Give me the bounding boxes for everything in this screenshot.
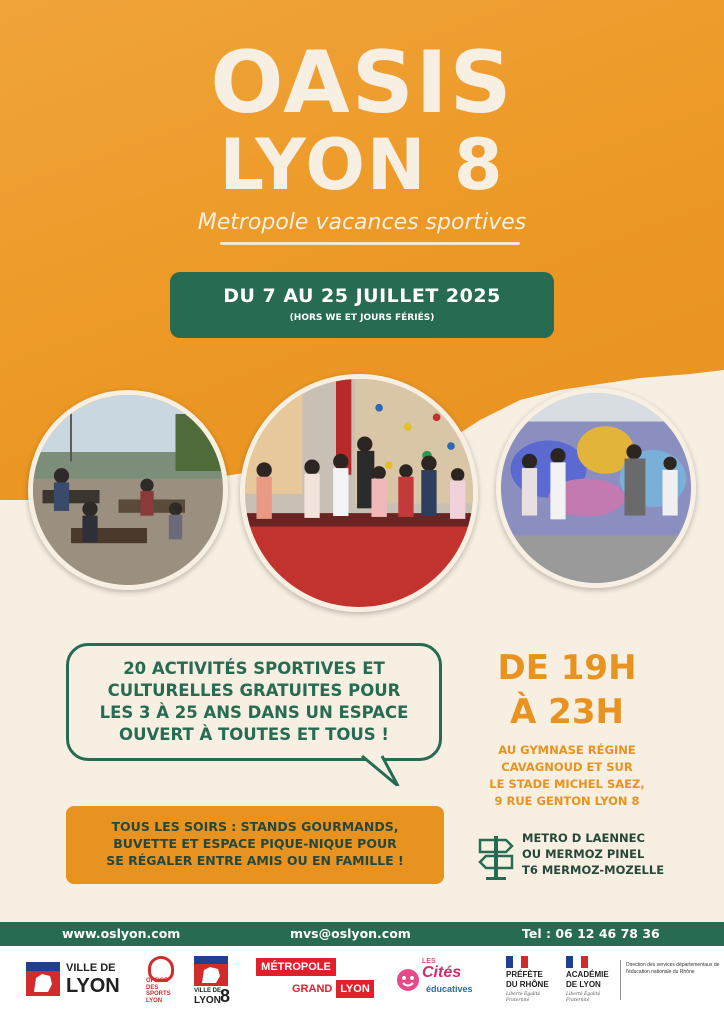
subtitle-underline (220, 242, 520, 245)
lyon-8-logo (194, 956, 238, 1010)
time-from: DE 19H (497, 648, 637, 688)
location-line: 9 RUE GENTON LYON 8 (494, 794, 640, 808)
cites-label: Cités (422, 964, 462, 981)
evenings-box (66, 806, 444, 884)
educatives-label: éducatives (426, 984, 473, 994)
lyon-small-label: LYON (194, 995, 221, 1006)
location-line: CAVAGNOUD ET SUR (501, 760, 633, 774)
activities-line: LES 3 À 25 ANS DANS UN ESPACE (99, 703, 409, 722)
outdoor-tables-photo (28, 390, 228, 590)
ville-de-small-label: VILLE DE (194, 988, 222, 994)
metropole-grand-lyon-logo (256, 958, 376, 1000)
partner-logos (0, 946, 724, 1024)
title-oasis: OASIS (210, 33, 514, 133)
transport-line: METRO D LAENNEC (522, 831, 645, 845)
french-flag-icon (566, 956, 588, 968)
activities-bubble (66, 643, 442, 761)
date-banner (170, 272, 554, 338)
office-label: OFFICE (146, 978, 168, 984)
sports-label: SPORTS (146, 991, 171, 997)
du-rhone-label: DU RHÔNE (506, 980, 549, 989)
academie-de-lyon-logo (566, 956, 620, 1012)
prefete-label: PRÉFÈTE (506, 970, 543, 979)
les-label: LES (422, 958, 436, 965)
website-link[interactable]: www.oslyon.com (62, 926, 181, 941)
title-lyon-8: LYON 8 (219, 124, 505, 206)
email-link[interactable]: mvs@oslyon.com (290, 926, 411, 941)
metropole-label: MÉTROPOLE (256, 958, 336, 976)
transport-line: T6 MERMOZ-MOZELLE (522, 863, 665, 877)
activities-line: 20 ACTIVITÉS SPORTIVES ET (123, 659, 385, 678)
location-text (470, 742, 664, 810)
motto-text: Liberté Égalité Fraternité (506, 992, 541, 1003)
des-label: DES (146, 984, 159, 991)
lyon-label: LYON (66, 975, 120, 997)
climbing-wall-gym-photo (240, 374, 478, 612)
french-flag-icon (506, 956, 528, 968)
subtitle: Metropole vacances sportives (197, 210, 527, 235)
lyon-small-label: LYON (146, 997, 163, 1004)
transport-line: OU MERMOZ PINEL (522, 847, 645, 861)
office-des-sports-logo (146, 956, 186, 1006)
logo-divider (620, 960, 621, 1000)
signpost-icon (476, 834, 516, 880)
grand-label: GRAND (292, 983, 333, 995)
evenings-line: SE RÉGALER ENTRE AMIS OU EN FAMILLE ! (106, 853, 404, 868)
lyon-label: LYON (336, 980, 374, 998)
academie-label: ACADÉMIE (566, 970, 609, 979)
bubble-tail (360, 754, 400, 786)
prefete-du-rhone-logo (506, 956, 560, 1012)
date-range: DU 7 AU 25 JUILLET 2025 (223, 285, 501, 307)
date-note: (HORS WE ET JOURS FÉRIÉS) (289, 313, 435, 323)
ville-de-lyon-logo (26, 962, 130, 998)
face-emblem-icon (396, 968, 420, 992)
arrondissement-number: 8 (220, 986, 231, 1006)
lion-emblem-icon (26, 962, 60, 996)
phone-number: Tel : 06 12 46 78 36 (522, 926, 660, 941)
evenings-line: BUVETTE ET ESPACE PIQUE-NIQUE POUR (113, 836, 397, 851)
ville-de-label: VILLE DE (66, 962, 116, 974)
de-lyon-label: DE LYON (566, 980, 601, 989)
motto-text: Liberté Égalité Fraternité (566, 992, 601, 1003)
lion-emblem-icon (194, 956, 228, 986)
location-line: AU GYMNASE RÉGINE (498, 743, 636, 757)
direction-services-text: Direction des services départementaux de l'éducation nationale du Rhône (626, 962, 720, 975)
graffiti-wall-photo (496, 388, 696, 588)
location-line: LE STADE MICHEL SAEZ, (489, 777, 645, 791)
time-to: À 23H (510, 692, 624, 732)
activities-line: CULTURELLES GRATUITES POUR (107, 681, 401, 700)
contact-bar (0, 922, 724, 946)
cites-educatives-logo (396, 956, 486, 1006)
evenings-line: TOUS LES SOIRS : STANDS GOURMANDS, (111, 819, 399, 834)
activities-line: OUVERT À TOUTES ET TOUS ! (119, 725, 389, 744)
transport-info (522, 830, 672, 878)
